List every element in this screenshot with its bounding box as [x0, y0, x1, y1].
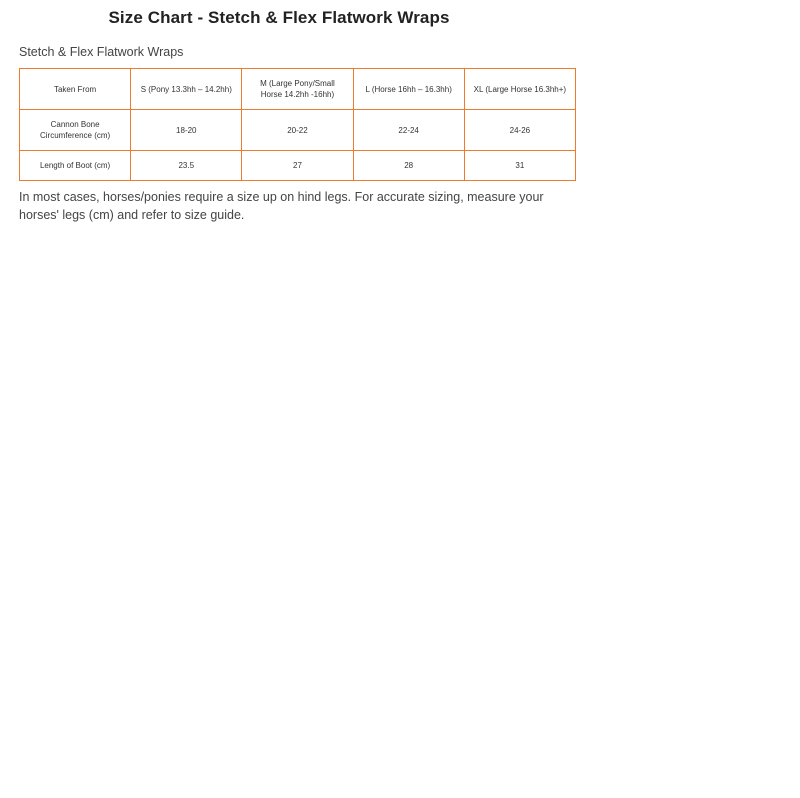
table-subtitle: Stetch & Flex Flatwork Wraps [19, 45, 184, 59]
table-row-cannon-bone [20, 110, 576, 151]
row-label-cannon-bone: Cannon Bone Circumference (cm) [20, 110, 131, 151]
cannon-bone-s: 18-20 [131, 110, 242, 151]
size-m-header: M (Large Pony/Small Horse 14.2hh -16hh) [242, 69, 353, 110]
size-chart-table [19, 68, 576, 181]
size-l-header: L (Horse 16hh – 16.3hh) [353, 69, 464, 110]
row-label-taken-from: Taken From [20, 69, 131, 110]
boot-length-xl: 31 [464, 151, 575, 181]
boot-length-m: 27 [242, 151, 353, 181]
cannon-bone-xl: 24-26 [464, 110, 575, 151]
table-row-header [20, 69, 576, 110]
cannon-bone-m: 20-22 [242, 110, 353, 151]
size-s-header: S (Pony 13.3hh – 14.2hh) [131, 69, 242, 110]
sizing-note: In most cases, horses/ponies require a size up on hind legs. For accurate sizing, measure your horses' legs (cm) and refer to size guide. [19, 190, 544, 222]
boot-length-l: 28 [353, 151, 464, 181]
row-label-boot-length: Length of Boot (cm) [20, 151, 131, 181]
cannon-bone-l: 22-24 [353, 110, 464, 151]
page-title: Size Chart - Stetch & Flex Flatwork Wraps [108, 8, 450, 27]
table-row-boot-length [20, 151, 576, 181]
size-xl-header: XL (Large Horse 16.3hh+) [464, 69, 575, 110]
boot-length-s: 23.5 [131, 151, 242, 181]
